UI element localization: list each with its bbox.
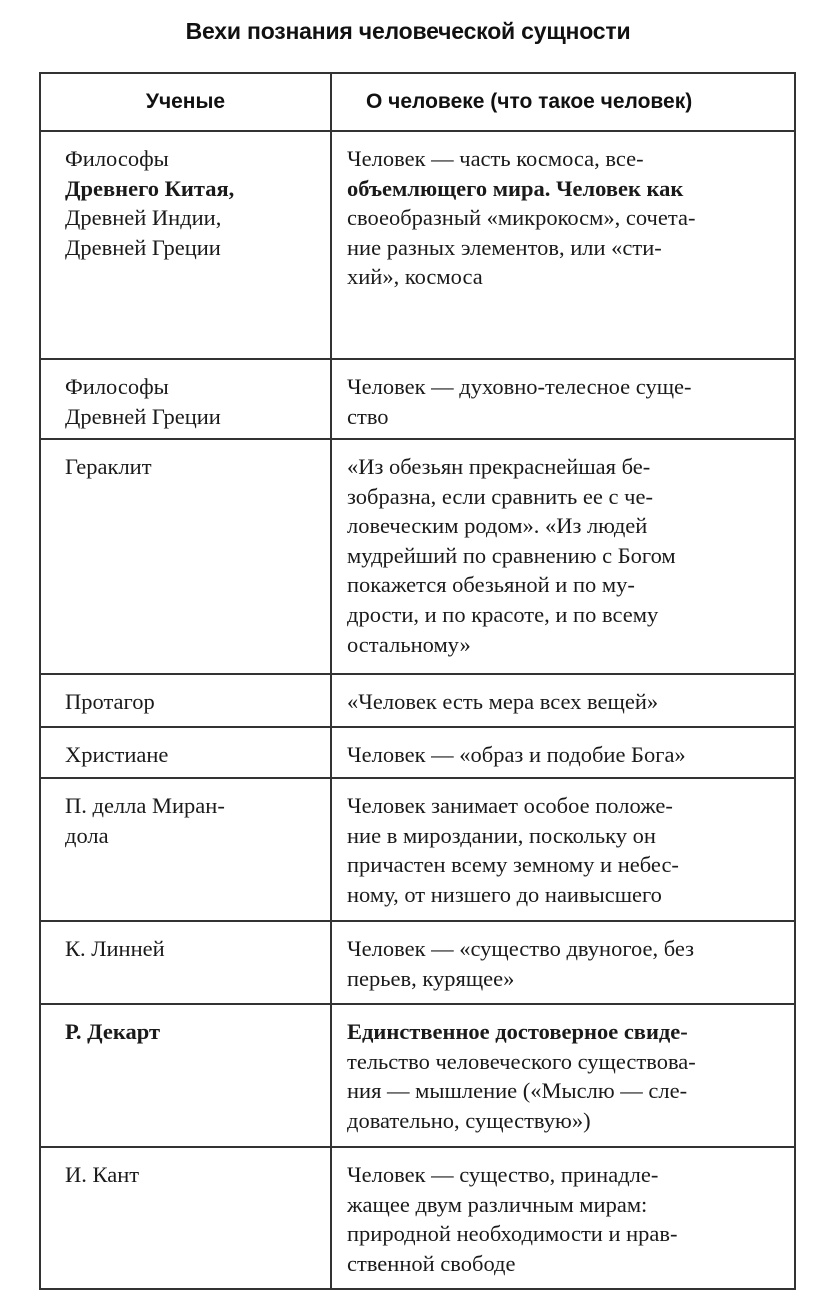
- table-row: [40, 674, 795, 727]
- scientist-line: Древней Греции: [65, 234, 221, 260]
- scientist-line: К. Линней: [65, 936, 165, 961]
- description-line: ния — мышление («Мыслю — сле-: [347, 1078, 688, 1104]
- table-row: [40, 921, 795, 1004]
- scientist-line: Древней Индии,: [65, 205, 222, 231]
- scientist-cell: [40, 674, 331, 727]
- description-cell: [331, 359, 795, 439]
- description-line: довательно, существую»): [347, 1107, 591, 1133]
- scientist-line: дола: [65, 822, 109, 848]
- table-row: [40, 131, 795, 359]
- description-cell: [331, 131, 795, 359]
- description-line: ному, от низшего до наивысшего: [347, 881, 662, 907]
- scientist-line: Философы: [65, 146, 169, 171]
- description-line: Человек — «существо двуногое, без: [347, 936, 695, 961]
- description-line: «Человек есть мера всех вещей»: [347, 689, 659, 714]
- description-line: мудрейший по сравнению с Богом: [347, 542, 676, 568]
- description-line: покажется обезьяной и по му-: [347, 572, 635, 598]
- description-line: Человек — часть космоса, все-: [347, 146, 644, 171]
- description-line: своеобразный «микрокосм», сочета-: [347, 205, 696, 231]
- scientist-cell: [40, 1147, 331, 1289]
- scientist-cell: [40, 131, 331, 359]
- table-row: [40, 359, 795, 439]
- description-cell: [331, 674, 795, 727]
- header-about-human: О человеке (что такое человек): [331, 73, 795, 131]
- description-line: хий», космоса: [347, 264, 483, 290]
- description-cell: [331, 778, 795, 921]
- description-line: объемлющего мира. Человек как: [347, 175, 684, 201]
- scientist-line: Древней Греции: [65, 403, 221, 429]
- scientist-line: Гераклит: [65, 454, 152, 479]
- description-line: зобразна, если сравнить ее с че-: [347, 483, 653, 509]
- description-line: ство: [347, 403, 389, 429]
- table-row: [40, 439, 795, 674]
- description-cell: [331, 1147, 795, 1289]
- scientist-line: Древнего Китая,: [65, 175, 235, 201]
- description-cell: [331, 1004, 795, 1147]
- scientist-cell: [40, 778, 331, 921]
- description-line: ловеческим родом». «Из людей: [347, 513, 648, 539]
- table-row: [40, 778, 795, 921]
- description-cell: [331, 921, 795, 1004]
- scientist-cell: [40, 921, 331, 1004]
- description-line: дрости, и по красоте, и по всему: [347, 601, 659, 627]
- description-line: «Из обезьян прекраснейшая бе-: [347, 454, 651, 479]
- header-row: [40, 73, 795, 131]
- description-line: Единственное достоверное свиде-: [347, 1019, 688, 1044]
- description-line: причастен всему земному и небес-: [347, 852, 679, 878]
- scientist-line: П. делла Миран-: [65, 793, 225, 818]
- description-line: Человек — «образ и подобие Бога»: [347, 742, 686, 767]
- description-cell: [331, 727, 795, 778]
- scientist-cell: [40, 359, 331, 439]
- scientist-line: Протагор: [65, 689, 155, 714]
- description-line: Человек занимает особое положе-: [347, 793, 673, 818]
- scientist-cell: [40, 439, 331, 674]
- description-line: ние разных элементов, или «сти-: [347, 234, 662, 260]
- table-row: [40, 1147, 795, 1289]
- description-line: Человек — духовно-телесное суще-: [347, 374, 692, 399]
- scientist-line: Р. Декарт: [65, 1019, 161, 1044]
- essence-table: [39, 72, 796, 1290]
- description-line: остальному»: [347, 631, 471, 657]
- header-scientists: Ученые: [40, 73, 331, 131]
- scientist-cell: [40, 1004, 331, 1147]
- scientist-cell: [40, 727, 331, 778]
- description-line: ние в мироздании, поскольку он: [347, 822, 656, 848]
- scientist-line: Христиане: [65, 742, 169, 767]
- description-cell: [331, 439, 795, 674]
- description-line: перьев, курящее»: [347, 965, 515, 991]
- description-line: ственной свободе: [347, 1250, 516, 1276]
- scientist-line: Философы: [65, 374, 169, 399]
- description-line: тельство человеческого существова-: [347, 1048, 696, 1074]
- page-title: Вехи познания человеческой сущности: [185, 18, 631, 44]
- description-line: жащее двум различным мирам:: [347, 1191, 648, 1217]
- description-line: Человек — существо, принадле-: [347, 1162, 659, 1187]
- description-line: природной необходимости и нрав-: [347, 1221, 678, 1247]
- scientist-line: И. Кант: [65, 1162, 140, 1187]
- table-row: [40, 1004, 795, 1147]
- table-row: [40, 727, 795, 778]
